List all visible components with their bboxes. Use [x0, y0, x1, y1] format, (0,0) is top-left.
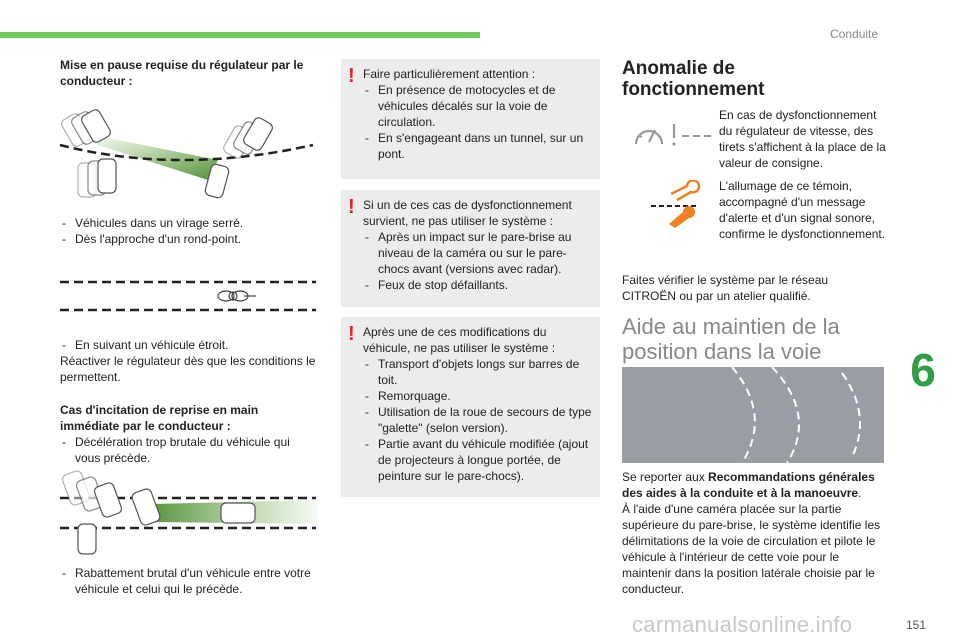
warning-item: - Feux de stop défaillants. [363, 277, 594, 293]
warning-item: - En s'engageant dans un tunnel, sur un pont. [363, 130, 594, 162]
narrow-item: - En suivant un véhicule étroit. [60, 337, 325, 353]
narrow-text [60, 337, 325, 385]
lane-title: Aide au maintien de la position dans la voie [622, 314, 840, 364]
lane-description [622, 469, 887, 597]
warning-icon: ! [348, 323, 355, 345]
anomaly-text-1: En cas de dysfonctionnement du régulateur de vitesse, des tirets s'affichent à la place de la valeur de consigne. [719, 108, 886, 170]
lane-ref-prefix: Se reporter aux [622, 470, 709, 484]
warning-item: - Remorquage. [363, 388, 594, 404]
warning-icon: ! [348, 196, 355, 218]
warning-content [363, 197, 594, 293]
takeover-list [60, 434, 310, 466]
warning-item: - En présence de motocycles et de véhicules décalés sur la voie de circulation. [363, 82, 594, 130]
chapter-number: 6 [910, 344, 936, 396]
section-title: Conduite [830, 27, 879, 41]
lane-ref-suffix: . [858, 486, 862, 500]
anomaly-text-3: Faites vérifier le système par le réseau CITROËN ou par un atelier qualifié. [622, 273, 829, 303]
narrow-vehicle-illustration [58, 278, 320, 314]
pause-item: - Dès l'approche d'un rond-point. [60, 231, 325, 247]
wrench-dash-warning-icon [649, 180, 701, 230]
warning-item: - Transport d'objets longs sur barres de toit. [363, 356, 594, 388]
warning-box-attention [341, 59, 600, 179]
warning-icon: ! [348, 65, 355, 87]
warning-content [363, 66, 594, 162]
cut-in-illustration [58, 468, 320, 558]
warning-box-malfunction [341, 190, 600, 307]
warning-item: - Utilisation de la roue de secours de type "galette" (selon version). [363, 404, 594, 436]
anomaly-title: Anomalie de fonctionnement [622, 58, 765, 100]
pause-item: - Véhicules dans un virage serré. [60, 215, 325, 231]
page-number: 151 [906, 618, 927, 632]
warning-intro: Après une de ces modifications du véhicule, ne pas utiliser le système : [363, 325, 556, 355]
lane-keeping-illustration [622, 367, 884, 463]
reactivate-text: Réactiver le régulateur dès que les conditions le permettent. [60, 354, 316, 384]
takeover-heading: Cas d'incitation de reprise en main immédiate par le conducteur : [60, 403, 259, 433]
warning-item: - Après un impact sur le pare-brise au niveau de la caméra ou sur le pare-chocs avant (versions avec radar). [363, 229, 594, 277]
lane-text: À l'aide d'une caméra placée sur la partie supérieure du pare-brise, le système identifie les délimitations de la voie de circulation et pilote le véhicule à l'intérieur de cette voie pour le maintenir dans la position latérale choisie par le conducteur. [622, 502, 881, 596]
pause-list [60, 215, 325, 247]
cut-in-item: - Rabattement brutal d'un véhicule entre votre véhicule et celui qui le précède. [60, 565, 320, 597]
warning-item: - Partie avant du véhicule modifiée (ajout de projecteurs à longue portée, de peinture sur le pare-chocs). [363, 436, 594, 484]
warning-box-modifications [341, 317, 600, 497]
warning-intro: Faire particulièrement attention : [363, 67, 536, 81]
lane-ref-link[interactable]: Recommandations générales des aides à la conduite et à la manoeuvre [622, 470, 875, 500]
header-accent-bar [0, 32, 480, 38]
anomaly-text-2: L'allumage de ce témoin, accompagné d'un message d'alerte et d'un signal sonore, confirme le dysfonctionnement. [719, 179, 886, 241]
warning-intro: Si un de ces cas de dysfonctionnement survient, ne pas utiliser le système : [363, 198, 572, 228]
curve-illustration [58, 105, 320, 205]
pause-heading: Mise en pause requise du régulateur par le conducteur : [60, 58, 304, 88]
warning-content [363, 324, 594, 484]
speedometer-dash-icon [630, 118, 714, 150]
cut-in-list [60, 565, 320, 597]
watermark: carmanualsonline.info [632, 612, 853, 637]
takeover-item: - Décélération trop brutale du véhicule qui vous précède. [60, 434, 310, 466]
